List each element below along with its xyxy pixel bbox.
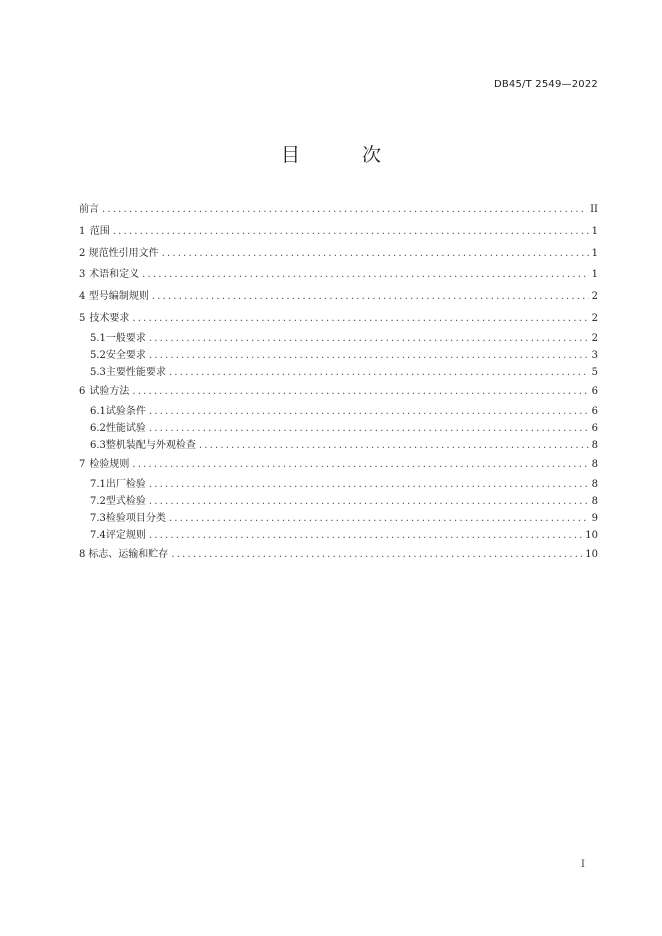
toc-entry-title: 性能试验 bbox=[105, 422, 146, 434]
toc-entry-page: 8 bbox=[591, 478, 598, 490]
toc-entry-page: 2 bbox=[591, 291, 598, 303]
toc-leader-dots bbox=[149, 403, 589, 420]
toc-leader-dots bbox=[152, 286, 589, 308]
toc-leader-dots bbox=[149, 347, 589, 364]
toc-entry-number: 6.2 bbox=[90, 422, 106, 434]
toc-entry-page: 8 bbox=[591, 440, 598, 452]
toc-entry-title: 规范性引用文件 bbox=[88, 247, 159, 259]
toc-leader-dots bbox=[113, 221, 589, 243]
toc-leader-dots bbox=[149, 420, 589, 437]
toc-leader-dots bbox=[169, 510, 589, 527]
toc-entry[interactable] bbox=[79, 493, 598, 510]
toc-entry-page: 8 bbox=[591, 496, 598, 508]
toc-entry-number: 2 bbox=[79, 247, 86, 259]
page-title: 目 次 bbox=[280, 144, 410, 166]
toc-entry-title: 检验规则 bbox=[89, 459, 130, 471]
toc-entry-number: 5 bbox=[79, 312, 86, 324]
toc-entry-title: 型号编制规则 bbox=[88, 291, 149, 303]
toc-leader-dots bbox=[169, 364, 589, 381]
toc-entry[interactable] bbox=[79, 454, 598, 476]
toc-entry-title: 整机装配与外观检查 bbox=[105, 440, 196, 452]
toc-entry[interactable] bbox=[79, 476, 598, 493]
toc-entry-title: 主要性能要求 bbox=[105, 366, 166, 378]
page-number: I bbox=[581, 859, 585, 870]
toc-entry-page: 10 bbox=[585, 530, 598, 542]
toc-leader-dots bbox=[149, 476, 589, 493]
toc-entry-number: 5.1 bbox=[90, 332, 106, 344]
toc-entry[interactable] bbox=[79, 364, 598, 381]
toc-entry-number: 5.2 bbox=[90, 349, 106, 361]
toc-leader-dots bbox=[162, 243, 589, 265]
toc-entry[interactable] bbox=[79, 403, 598, 420]
toc-entry[interactable] bbox=[79, 420, 598, 437]
document-code: DB45/T 2549—2022 bbox=[493, 79, 598, 90]
toc-leader-dots bbox=[132, 454, 588, 476]
toc-entry[interactable] bbox=[79, 544, 598, 566]
toc-leader-dots bbox=[149, 527, 582, 544]
toc-entry[interactable] bbox=[79, 264, 598, 286]
toc-leader-dots bbox=[199, 437, 589, 454]
toc-entry-title: 标志、运输和贮存 bbox=[88, 549, 169, 561]
toc-entry-number: 3 bbox=[79, 269, 86, 281]
toc-entry-title: 试验条件 bbox=[105, 405, 146, 417]
toc-entry-page: 3 bbox=[591, 349, 598, 361]
toc-entry[interactable] bbox=[79, 437, 598, 454]
toc-entry-number: 5.3 bbox=[90, 366, 106, 378]
toc-entry-title: 一般要求 bbox=[105, 332, 146, 344]
toc-entry-number: 4 bbox=[79, 291, 86, 303]
toc-entry[interactable] bbox=[79, 221, 598, 243]
toc-entry[interactable] bbox=[79, 243, 598, 265]
toc-entry-page: 6 bbox=[591, 405, 598, 417]
toc-entry-title: 前言 bbox=[79, 204, 99, 215]
toc-entry-page: 10 bbox=[585, 549, 598, 561]
toc-entry-title: 术语和定义 bbox=[89, 269, 140, 281]
toc-entry-number: 7.1 bbox=[90, 478, 106, 490]
toc-entry-page: 5 bbox=[591, 366, 598, 378]
toc-entry-number: 8 bbox=[79, 549, 86, 561]
toc-leader-dots bbox=[132, 381, 588, 403]
toc-entry[interactable] bbox=[79, 330, 598, 347]
toc-entry-page: 8 bbox=[591, 459, 598, 471]
toc-entry[interactable] bbox=[79, 286, 598, 308]
toc-entry-title: 技术要求 bbox=[89, 312, 130, 324]
toc-entry-title: 范围 bbox=[89, 225, 110, 237]
toc-entry[interactable] bbox=[79, 510, 598, 527]
table-of-contents bbox=[79, 199, 598, 566]
toc-leader-dots bbox=[142, 264, 589, 286]
toc-leader-dots bbox=[149, 330, 589, 347]
toc-entry-title: 检验项目分类 bbox=[105, 513, 166, 525]
toc-entry-page: II bbox=[590, 204, 598, 215]
toc-entry-number: 7 bbox=[79, 459, 86, 471]
toc-entry[interactable] bbox=[79, 308, 598, 330]
toc-leader-dots bbox=[171, 544, 582, 566]
toc-leader-dots bbox=[102, 199, 587, 221]
toc-entry-page: 1 bbox=[591, 225, 598, 237]
toc-leader-dots bbox=[149, 493, 589, 510]
toc-entry-page: 9 bbox=[591, 513, 598, 525]
toc-leader-dots bbox=[132, 308, 588, 330]
toc-entry-title: 试验方法 bbox=[89, 386, 130, 398]
toc-entry-number: 7.4 bbox=[90, 530, 106, 542]
toc-entry-page: 2 bbox=[591, 312, 598, 324]
toc-entry-page: 2 bbox=[591, 332, 598, 344]
toc-entry[interactable] bbox=[79, 527, 598, 544]
toc-entry-page: 1 bbox=[591, 269, 598, 281]
toc-entry-number: 7.3 bbox=[90, 513, 106, 525]
toc-entry[interactable] bbox=[79, 199, 598, 221]
toc-entry-title: 出厂检验 bbox=[105, 478, 146, 490]
toc-entry-page: 1 bbox=[591, 247, 598, 259]
toc-entry[interactable] bbox=[79, 347, 598, 364]
toc-entry-number: 6.3 bbox=[90, 440, 106, 452]
toc-entry-number: 7.2 bbox=[90, 496, 106, 508]
toc-entry-number: 6.1 bbox=[90, 405, 106, 417]
toc-entry-page: 6 bbox=[591, 386, 598, 398]
toc-entry-title: 评定规则 bbox=[105, 530, 146, 542]
toc-entry[interactable] bbox=[79, 381, 598, 403]
toc-entry-number: 6 bbox=[79, 386, 86, 398]
toc-entry-title: 安全要求 bbox=[105, 349, 146, 361]
toc-entry-title: 型式检验 bbox=[105, 496, 146, 508]
toc-entry-page: 6 bbox=[591, 422, 598, 434]
toc-entry-number: 1 bbox=[79, 225, 86, 237]
